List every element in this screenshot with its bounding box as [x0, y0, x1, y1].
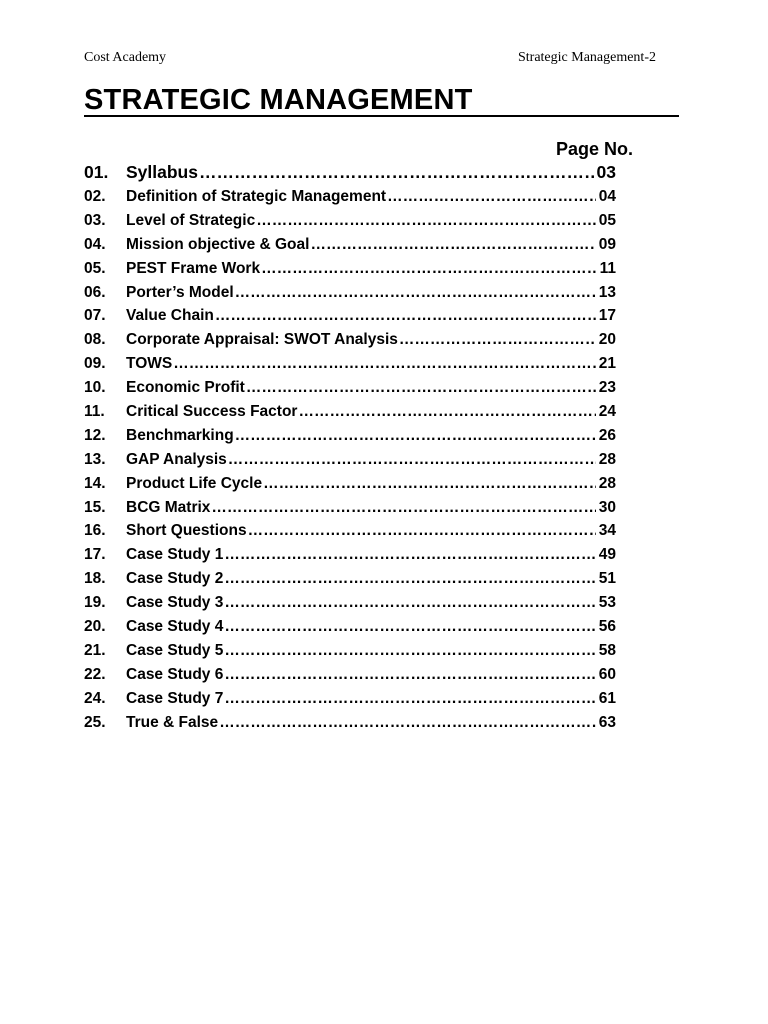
toc-entry: [84, 591, 624, 615]
toc-entry-body: [126, 233, 616, 257]
toc-entry-number: 15.: [84, 498, 106, 516]
toc-entry-label: Case Study 7: [126, 689, 224, 707]
toc-entry: [84, 185, 624, 209]
toc-entry: [84, 281, 624, 305]
toc-entry-label: Case Study 2: [126, 570, 224, 588]
toc-entry-page: 21: [598, 355, 616, 373]
page-header: [84, 50, 656, 68]
toc-entry-page: 28: [598, 450, 616, 468]
toc-leader-dots: [246, 376, 596, 400]
toc-entry-body: [126, 424, 616, 448]
toc-entry-number: 14.: [84, 474, 106, 492]
toc-entry-body: [126, 615, 616, 639]
toc-entry-number: 07.: [84, 307, 106, 325]
toc-entry: [84, 400, 624, 424]
toc-entry-body: [126, 400, 616, 424]
toc-entry-body: [126, 687, 616, 711]
toc-entry-body: [126, 185, 616, 209]
toc-entry-body: [126, 496, 616, 520]
toc-entry-page: 28: [598, 474, 616, 492]
toc-entry-number: 18.: [84, 570, 106, 588]
toc-entry-page: 13: [598, 283, 616, 301]
toc-leader-dots: [224, 543, 595, 567]
toc-entry-page: 51: [598, 570, 616, 588]
toc-entry-number: 10.: [84, 379, 106, 397]
header-left-text: Cost Academy: [84, 50, 167, 65]
toc-entry-body: [126, 304, 616, 328]
toc-entry-number: 22.: [84, 665, 106, 683]
toc-entry-page: 53: [598, 594, 616, 612]
title-underline: [84, 115, 679, 117]
toc-entry-label: Value Chain: [126, 307, 214, 325]
toc-entry-body: [126, 711, 616, 735]
toc-entry: [84, 160, 624, 185]
toc-entry-page: 11: [599, 259, 616, 277]
toc-entry-number: 09.: [84, 355, 106, 373]
page-title: STRATEGIC MANAGEMENT: [84, 84, 473, 116]
toc-entry-number: 06.: [84, 283, 106, 301]
toc-leader-dots: [228, 448, 596, 472]
toc-entry-body: [126, 328, 616, 352]
toc-entry-label: Short Questions: [126, 522, 247, 540]
toc-entry-label: Case Study 6: [126, 665, 224, 683]
toc-entry-page: 04: [598, 188, 616, 205]
toc-leader-dots: [224, 615, 595, 639]
toc-entry-body: [126, 543, 616, 567]
toc-entry-number: 04.: [84, 235, 106, 253]
toc-leader-dots: [173, 352, 596, 376]
toc-entry-label: TOWS: [126, 355, 173, 373]
toc-entry-number: 25.: [84, 713, 106, 731]
toc-entry-body: [126, 160, 616, 185]
toc-entry-page: 17: [598, 307, 616, 325]
toc-entry: [84, 663, 624, 687]
toc-entry: [84, 328, 624, 352]
toc-entry-page: 56: [598, 618, 616, 636]
page-no-label: Page No.: [556, 139, 634, 159]
toc-entry-number: 03.: [84, 211, 106, 229]
toc-entry-body: [126, 352, 616, 376]
toc-entry-page: 63: [598, 713, 616, 731]
toc-entry-label: Level of Strategic: [126, 211, 256, 229]
toc-entry-label: Porter’s Model: [126, 283, 234, 301]
toc-leader-dots: [263, 472, 596, 496]
toc-entry-number: 16.: [84, 522, 106, 540]
toc-entry: [84, 567, 624, 591]
toc-leader-dots: [310, 233, 595, 257]
toc-entry: [84, 209, 624, 233]
toc-entry-number: 17.: [84, 546, 106, 564]
table-of-contents: [84, 160, 624, 734]
toc-entry-number: 02.: [84, 188, 106, 205]
toc-entry-number: 01.: [84, 162, 109, 182]
toc-entry-label: GAP Analysis: [126, 450, 227, 468]
toc-entry-number: 05.: [84, 259, 106, 277]
toc-entry-label: Benchmarking: [126, 426, 234, 444]
toc-leader-dots: [235, 424, 596, 448]
toc-leader-dots: [256, 209, 596, 233]
toc-leader-dots: [199, 160, 594, 185]
toc-entry-label: Product Life Cycle: [126, 474, 263, 492]
toc-entry-page: 60: [598, 665, 616, 683]
toc-entry-label: Case Study 3: [126, 594, 224, 612]
toc-entry: [84, 233, 624, 257]
toc-entry-body: [126, 281, 616, 305]
toc-entry-label: Case Study 4: [126, 618, 224, 636]
toc-leader-dots: [261, 257, 597, 281]
toc-leader-dots: [211, 496, 595, 520]
toc-entry: [84, 687, 624, 711]
toc-entry-number: 19.: [84, 594, 106, 612]
toc-entry-body: [126, 209, 616, 233]
toc-entry-page: 49: [598, 546, 616, 564]
toc-entry-body: [126, 257, 616, 281]
toc-entry-label: Case Study 1: [126, 546, 224, 564]
toc-leader-dots: [235, 281, 596, 305]
toc-entry-number: 08.: [84, 331, 106, 349]
toc-leader-dots: [298, 400, 595, 424]
toc-leader-dots: [248, 519, 596, 543]
toc-entry: [84, 639, 624, 663]
toc-entry-label: Syllabus: [126, 162, 198, 182]
toc-entry-page: 58: [598, 641, 616, 659]
toc-entry-page: 61: [598, 689, 616, 707]
toc-entry-page: 09: [598, 235, 616, 253]
toc-entry-page: 26: [598, 426, 616, 444]
toc-entry: [84, 472, 624, 496]
toc-leader-dots: [215, 304, 596, 328]
toc-entry: [84, 496, 624, 520]
toc-entry-page: 30: [598, 498, 616, 516]
toc-entry: [84, 352, 624, 376]
toc-entry-label: BCG Matrix: [126, 498, 211, 516]
toc-entry-number: 20.: [84, 618, 106, 636]
header-right-text: Strategic Management-2: [517, 50, 656, 65]
toc-entry-body: [126, 376, 616, 400]
toc-entry-label: Critical Success Factor: [126, 403, 298, 421]
toc-entry-label: Case Study 5: [126, 641, 224, 659]
toc-entry-body: [126, 639, 616, 663]
toc-entry-page: 24: [598, 403, 616, 421]
toc-entry-body: [126, 519, 616, 543]
toc-entry-label: Mission objective & Goal: [126, 235, 310, 253]
toc-entry-label: True & False: [126, 713, 219, 731]
toc-leader-dots: [387, 185, 596, 209]
toc-entry: [84, 543, 624, 567]
toc-entry: [84, 376, 624, 400]
toc-leader-dots: [399, 328, 596, 352]
toc-entry-page: 20: [598, 331, 616, 349]
toc-entry-body: [126, 472, 616, 496]
toc-entry-number: 13.: [84, 450, 106, 468]
toc-entry-page: 23: [598, 379, 616, 397]
toc-entry: [84, 304, 624, 328]
toc-entry-page: 03: [596, 162, 616, 182]
toc-entry: [84, 711, 624, 735]
toc-entry: [84, 519, 624, 543]
toc-entry-number: 24.: [84, 689, 106, 707]
toc-entry-body: [126, 663, 616, 687]
toc-entry-number: 11.: [84, 403, 105, 421]
toc-entry: [84, 424, 624, 448]
toc-leader-dots: [219, 711, 596, 735]
toc-entry-number: 12.: [84, 426, 106, 444]
toc-leader-dots: [224, 567, 595, 591]
toc-entry-label: Economic Profit: [126, 379, 245, 397]
toc-entry-body: [126, 567, 616, 591]
toc-entry-body: [126, 448, 616, 472]
toc-entry-page: 34: [598, 522, 616, 540]
toc-leader-dots: [224, 591, 595, 615]
toc-entry-label: PEST Frame Work: [126, 259, 261, 277]
toc-entry-body: [126, 591, 616, 615]
toc-entry: [84, 615, 624, 639]
toc-leader-dots: [224, 687, 595, 711]
toc-entry: [84, 257, 624, 281]
toc-entry-number: 21.: [84, 641, 106, 659]
toc-leader-dots: [224, 663, 595, 687]
toc-entry-page: 05: [598, 211, 616, 229]
toc-entry-label: Definition of Strategic Management: [126, 188, 387, 205]
toc-entry-label: Corporate Appraisal: SWOT Analysis: [126, 331, 398, 349]
toc-entry: [84, 448, 624, 472]
toc-leader-dots: [224, 639, 595, 663]
